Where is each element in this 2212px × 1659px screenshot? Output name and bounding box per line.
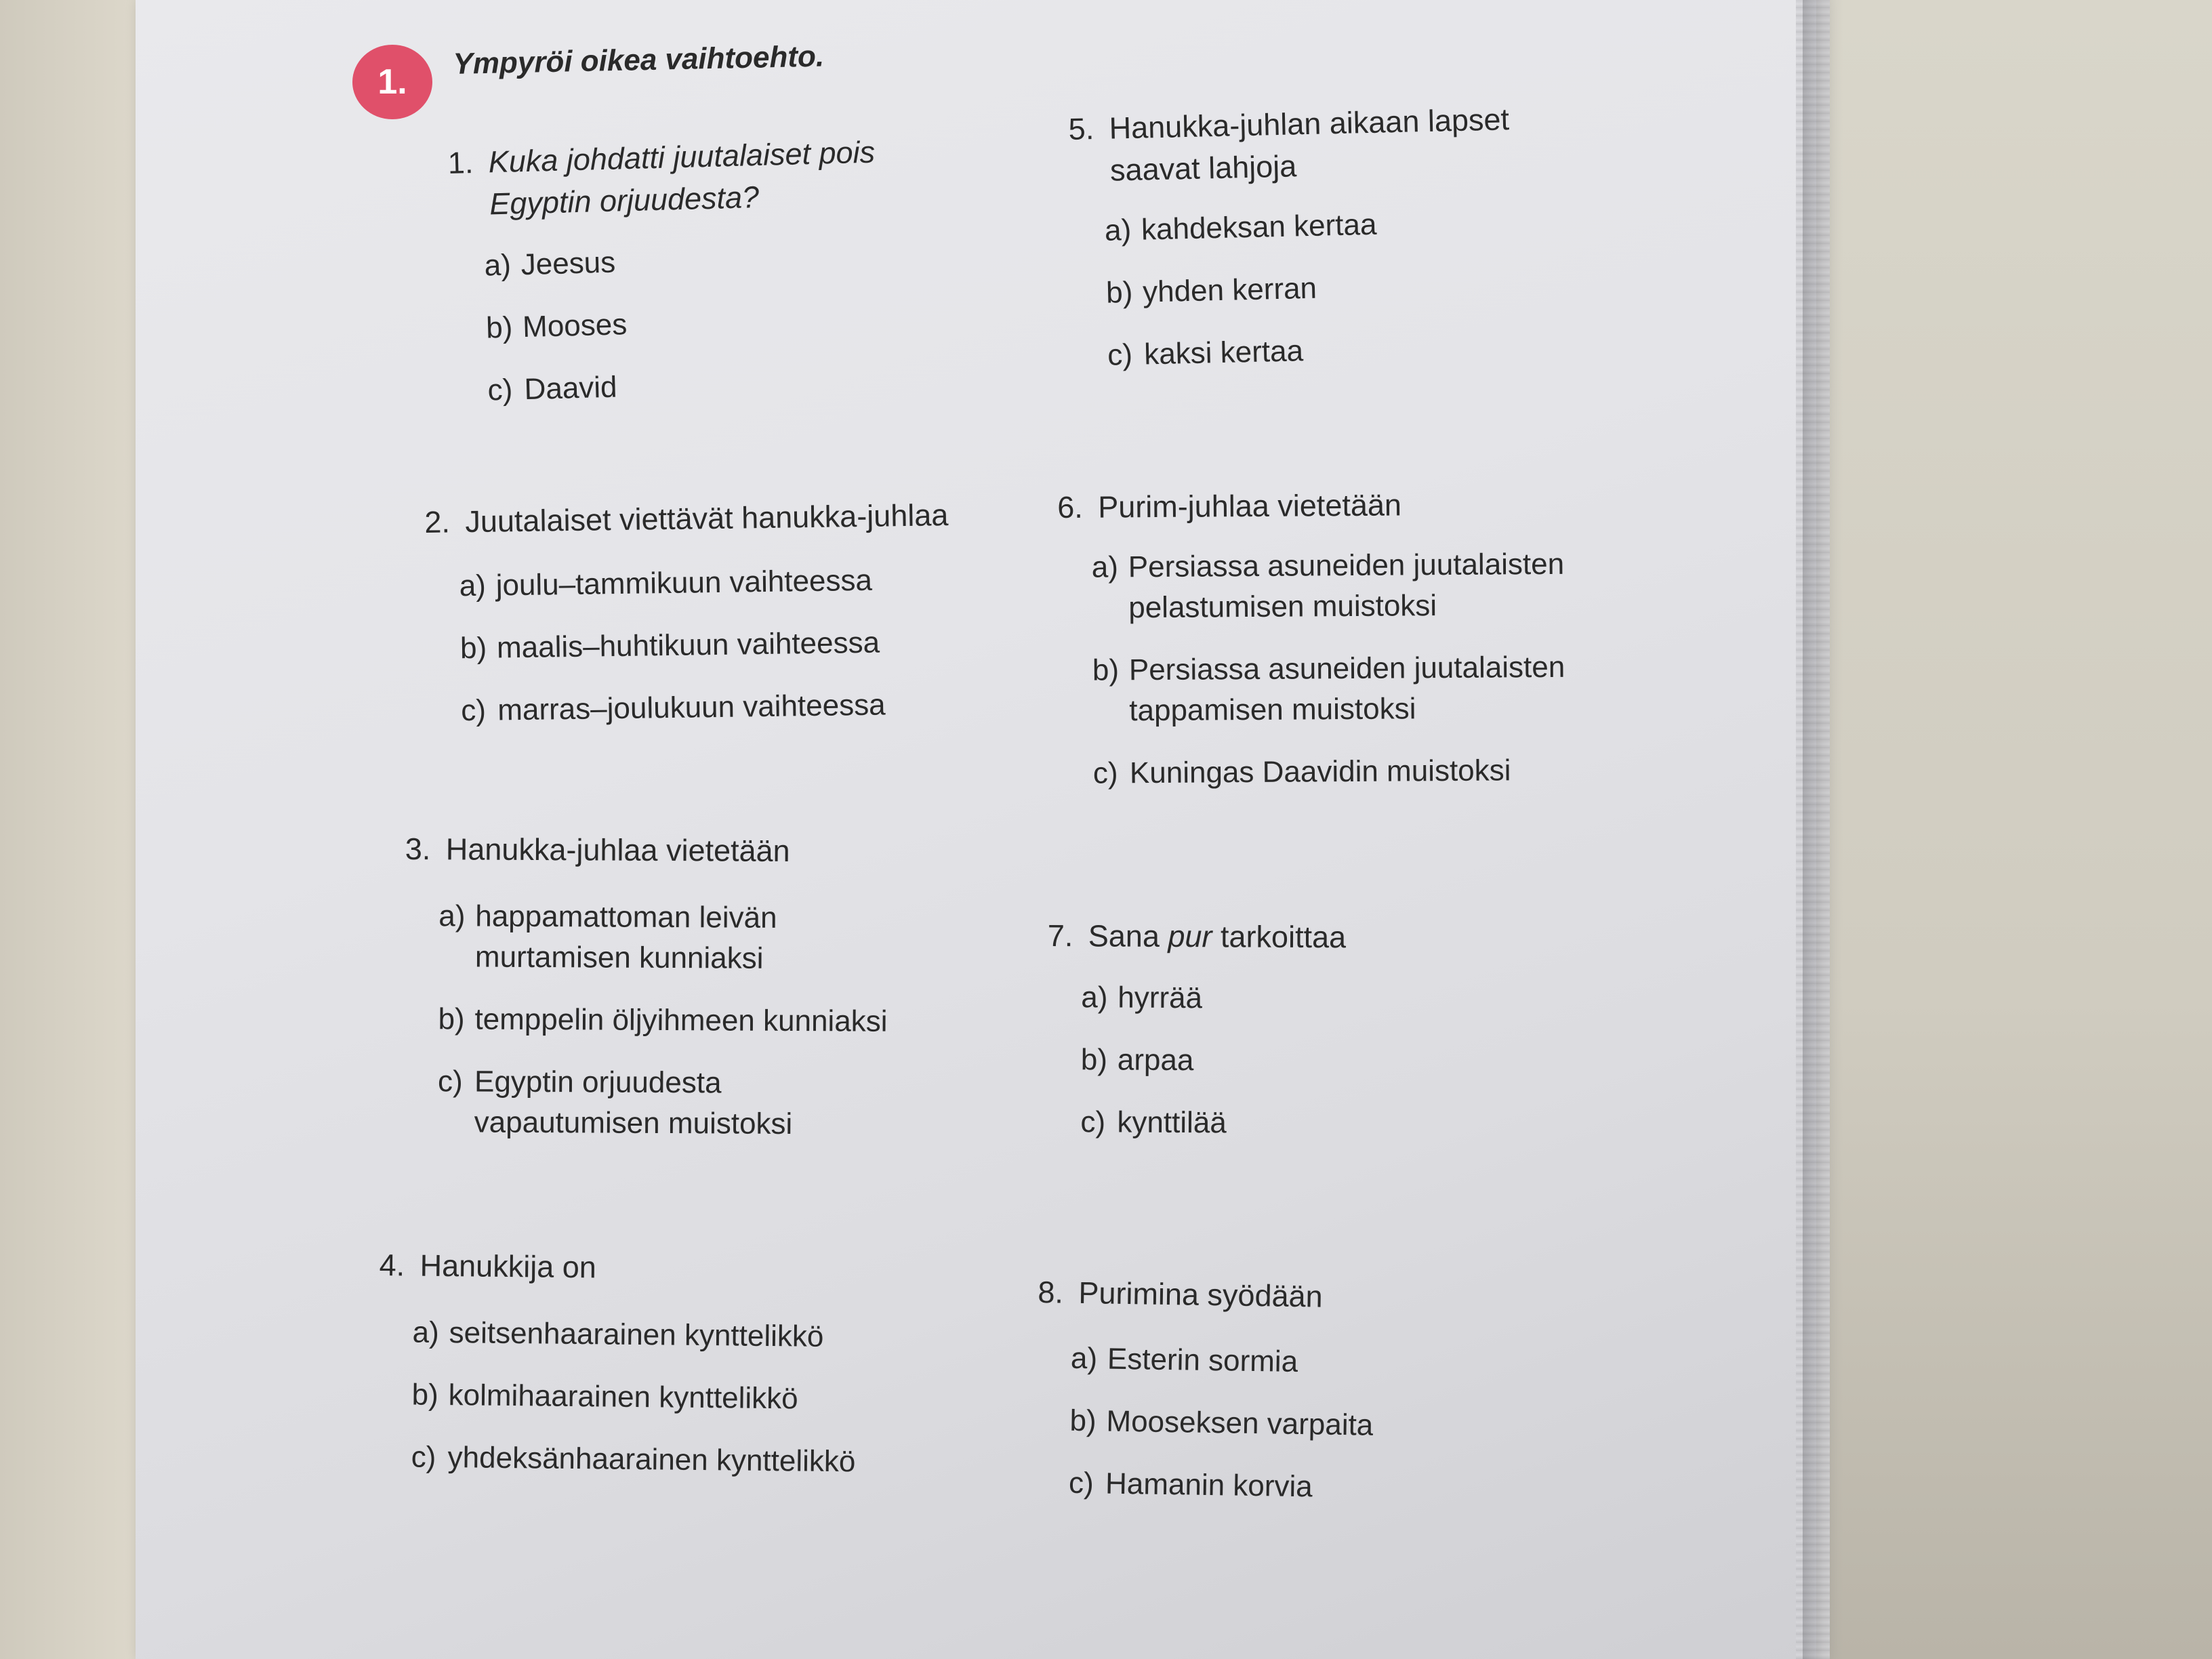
option-letter: b) <box>1092 653 1120 687</box>
page-shadow <box>1803 0 1843 1659</box>
question-2 <box>424 494 951 754</box>
option-6c[interactable] <box>1093 750 1645 794</box>
option-4b[interactable] <box>411 1375 856 1420</box>
option-text: marras–joulukuun vaihteessa <box>497 688 886 727</box>
question-number: 1. <box>447 145 474 180</box>
option-text: Mooseksen varpaita <box>1106 1404 1374 1442</box>
option-text: kynttilää <box>1117 1105 1227 1140</box>
option-text: happamattoman leivän murtamisen kunniaksi <box>474 899 777 975</box>
option-letter: b) <box>485 310 513 345</box>
exercise-number-badge: 1. <box>352 45 432 119</box>
question-number: 2. <box>424 504 451 539</box>
option-letter: a) <box>1091 550 1119 584</box>
option-text: kaksi kertaa <box>1143 334 1304 371</box>
option-letter: b) <box>1105 275 1133 310</box>
option-5a[interactable] <box>1104 200 1586 251</box>
option-4a[interactable] <box>412 1313 857 1358</box>
option-text: yhdeksänhaarainen kynttelikkö <box>447 1441 856 1479</box>
question-text: Hanukka-juhlan aikaan lapset saavat lahjoja <box>1109 102 1510 188</box>
option-letter: c) <box>1068 1466 1094 1500</box>
question-number: 7. <box>1047 918 1073 954</box>
option-text: arpaa <box>1117 1043 1194 1078</box>
option-text: Jeesus <box>520 245 616 282</box>
question-number: 6. <box>1057 489 1083 525</box>
option-text: kolmihaarainen kynttelikkö <box>448 1378 798 1416</box>
option-letter: b) <box>1080 1043 1108 1077</box>
option-letter: a) <box>412 1315 440 1349</box>
option-1c[interactable] <box>487 359 928 411</box>
option-7a[interactable] <box>1081 977 1346 1019</box>
question-6 <box>1057 483 1645 816</box>
question-number: 5. <box>1068 111 1094 146</box>
question-text-italic-word: pur <box>1168 918 1212 954</box>
option-text: joulu–tammikuun vaihteessa <box>495 563 873 602</box>
option-letter: a) <box>1070 1341 1098 1376</box>
question-text: Hanukkija on <box>419 1248 597 1285</box>
option-text: Daavid <box>523 370 618 407</box>
option-4c[interactable] <box>411 1437 855 1483</box>
question-number: 4. <box>379 1247 405 1283</box>
option-letter: c) <box>487 373 513 407</box>
option-letter: c) <box>411 1440 436 1474</box>
option-letter: a) <box>459 569 487 603</box>
option-6a[interactable] <box>1092 544 1644 629</box>
option-letter: a) <box>1104 213 1132 247</box>
option-letter: a) <box>484 248 512 283</box>
option-letter: c) <box>460 693 487 728</box>
option-text: Persiassa asuneiden juutalaisten tappamisen muistoksi <box>1128 650 1565 728</box>
option-1b[interactable] <box>485 297 926 349</box>
option-letter: a) <box>1081 981 1108 1015</box>
option-5b[interactable] <box>1106 262 1588 314</box>
question-4 <box>377 1244 858 1504</box>
option-text: Hamanin korvia <box>1105 1467 1313 1504</box>
option-7b[interactable] <box>1081 1040 1346 1082</box>
option-6b[interactable] <box>1092 647 1645 732</box>
option-text: yhden kerran <box>1142 271 1317 309</box>
option-7c[interactable] <box>1080 1102 1345 1144</box>
exercise-instruction: Ympyröi oikea vaihtoehto. <box>453 39 825 81</box>
option-text: kahdeksan kertaa <box>1141 207 1377 247</box>
option-letter: b) <box>459 631 487 665</box>
option-text: Mooses <box>522 308 628 344</box>
question-number: 8. <box>1038 1274 1064 1310</box>
question-8 <box>1034 1271 1376 1530</box>
question-7 <box>1046 915 1346 1166</box>
question-text: Purimina syödään <box>1078 1275 1324 1314</box>
question-number: 3. <box>405 831 431 867</box>
option-5c[interactable] <box>1107 325 1589 376</box>
option-3b[interactable] <box>438 999 887 1042</box>
question-text-before: Sana <box>1088 918 1168 954</box>
question-text-after: tarkoittaa <box>1212 919 1347 955</box>
option-letter: c) <box>1092 756 1118 790</box>
option-letter: c) <box>1107 337 1133 372</box>
option-1a[interactable] <box>484 234 925 287</box>
option-letter: c) <box>1080 1105 1106 1139</box>
option-text: Esterin sormia <box>1107 1342 1298 1379</box>
option-text: Egyptin orjuudesta vapautumisen muistoksi <box>474 1065 793 1141</box>
question-text: Kuka johdatti juutalaiset pois Egyptin orjuudesta? <box>488 134 876 222</box>
question-text: Juutalaiset viettävät hanukka-juhlaa <box>465 497 949 539</box>
option-text: maalis–huhtikuun vaihteessa <box>496 626 880 665</box>
option-8c[interactable] <box>1069 1463 1373 1509</box>
option-2a[interactable] <box>459 559 949 607</box>
option-letter: a) <box>438 899 466 933</box>
background-right <box>1830 0 2212 1659</box>
question-5 <box>1068 97 1590 398</box>
option-text: Kuningas Daavidin muistoksi <box>1129 754 1511 790</box>
option-3c[interactable] <box>438 1061 888 1145</box>
option-letter: b) <box>438 1002 465 1036</box>
option-8b[interactable] <box>1069 1401 1374 1446</box>
option-text: seitsenhaarainen kynttelikkö <box>449 1316 824 1353</box>
question-text: Hanukka-juhlaa vietetään <box>445 832 790 868</box>
option-text: hyrrää <box>1118 981 1203 1015</box>
option-letter: c) <box>437 1065 463 1099</box>
question-text <box>1088 915 1347 958</box>
option-3a[interactable] <box>438 896 888 979</box>
option-text: Persiassa asuneiden juutalaisten pelastumisen muistoksi <box>1128 547 1565 625</box>
option-8a[interactable] <box>1071 1338 1375 1384</box>
question-text: Purim-juhlaa vietetään <box>1098 487 1402 525</box>
option-text: temppelin öljyihmeen kunniaksi <box>474 1002 888 1038</box>
option-letter: b) <box>411 1378 439 1412</box>
option-letter: b) <box>1069 1404 1097 1438</box>
question-3 <box>403 828 888 1167</box>
option-2c[interactable] <box>461 684 951 731</box>
question-1 <box>447 130 929 434</box>
option-2b[interactable] <box>460 621 951 669</box>
